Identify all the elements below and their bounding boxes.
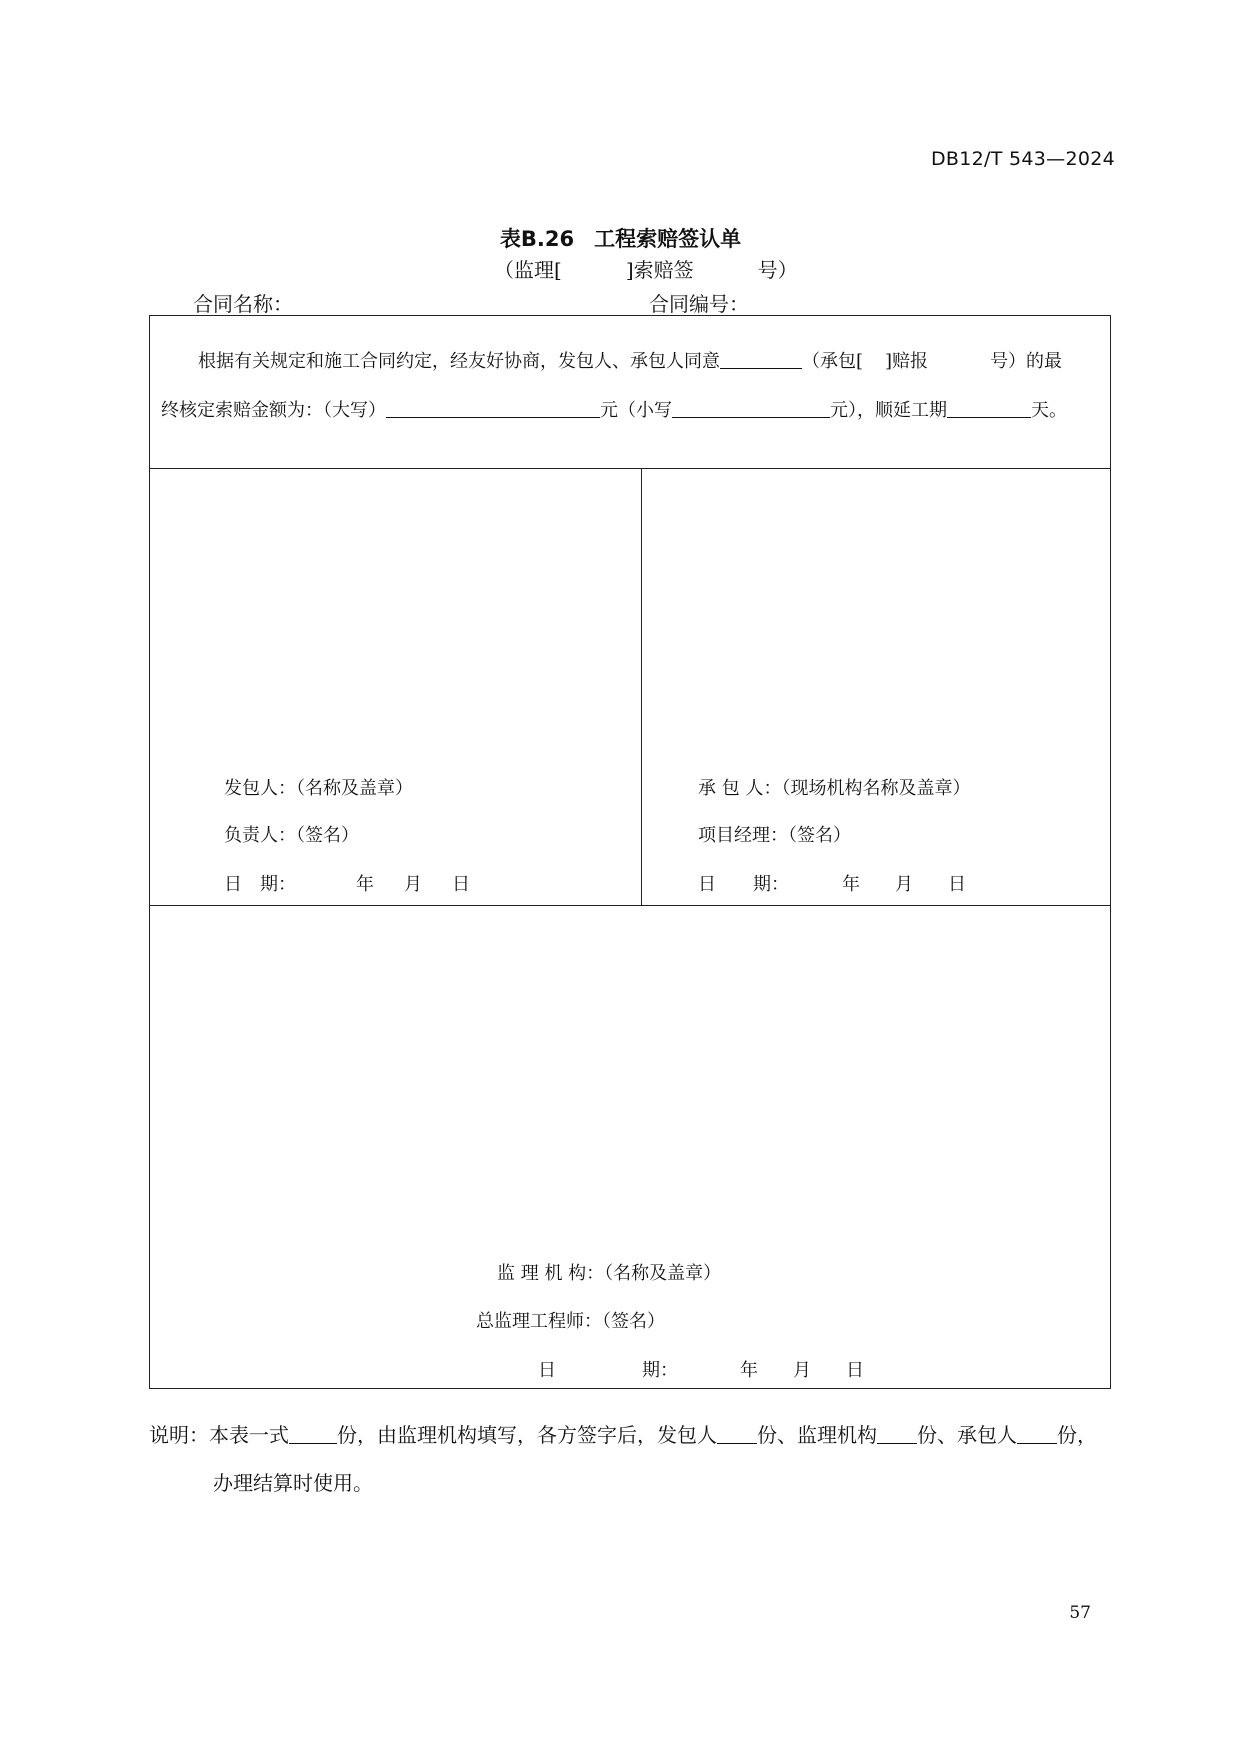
employer-date-label: 日 期： — [224, 874, 296, 895]
column-divider — [641, 468, 642, 905]
supervisor-date-label-a: 日 — [538, 1360, 556, 1381]
employer-month-label: 月 — [404, 874, 422, 895]
copies-total-blank[interactable] — [289, 1425, 337, 1444]
subtitle-close: 号） — [757, 258, 798, 282]
employer-day-label: 日 — [452, 874, 470, 895]
note-line-2: 办理结算时使用。 — [213, 1471, 373, 1495]
subtitle-open: （监理[ — [494, 258, 562, 282]
supervisor-date-label-b: 期： — [642, 1360, 678, 1381]
note-line-1 — [149, 1419, 1097, 1448]
employer-copies-blank[interactable] — [717, 1425, 757, 1444]
agreement-text-7: 元），顺延工期 — [830, 400, 947, 421]
employer-year-label: 年 — [356, 874, 374, 895]
amount-in-words-blank[interactable] — [386, 399, 600, 418]
note-text-4: 份、承包人 — [917, 1423, 1017, 1447]
agreement-text-4: 号）的最 — [990, 351, 1063, 372]
contractor-person-label: 项目经理：（签名） — [698, 825, 851, 846]
contractor-date-label-b: 期： — [753, 874, 789, 895]
form-title-number: 表B.26 — [499, 227, 575, 251]
contractor-copies-blank[interactable] — [1017, 1425, 1057, 1444]
agreement-text-5: 终核定索赔金额为：（大写） — [161, 400, 386, 421]
standard-code: DB12/T 543—2024 — [930, 148, 1115, 170]
agreement-text-6: 元（小写 — [600, 400, 672, 421]
agreement-text-1: 根据有关规定和施工合同约定，经友好协商，发包人、承包人同意 — [198, 351, 720, 372]
supervisor-name-label: 监 理 机 构：（名称及盖章） — [497, 1263, 722, 1284]
page-number: 57 — [1069, 1603, 1091, 1623]
row-divider-1 — [150, 468, 1110, 469]
agreement-text-2: （承包[ — [802, 351, 864, 372]
employer-name-label: 发包人：（名称及盖章） — [224, 778, 413, 799]
row-divider-2 — [150, 905, 1110, 906]
contractor-year-label: 年 — [842, 874, 860, 895]
agreement-line-1 — [198, 347, 1062, 373]
contractor-day-label: 日 — [948, 874, 966, 895]
contractor-name-label: 承 包 人：（现场机构名称及盖章） — [698, 778, 971, 799]
note-text-2: 份，由监理机构填写，各方签字后，发包人 — [337, 1423, 717, 1447]
supervisor-day-label: 日 — [846, 1360, 864, 1381]
note-text-5: 份， — [1057, 1423, 1097, 1447]
form-title — [0, 223, 1241, 253]
supervisor-copies-blank[interactable] — [877, 1425, 917, 1444]
form-subtitle — [494, 254, 798, 283]
contractor-date-row — [698, 870, 966, 896]
employer-person-label: 负责人：（签名） — [224, 825, 359, 846]
amount-in-figures-blank[interactable] — [672, 399, 830, 418]
contractor-date-label-a: 日 — [698, 874, 716, 895]
employer-date-row — [224, 870, 470, 896]
subtitle-middle: ]索赔签 — [625, 258, 694, 282]
claim-form-table — [149, 315, 1111, 1389]
note-text-3: 份、监理机构 — [757, 1423, 877, 1447]
supervisor-month-label: 月 — [793, 1360, 811, 1381]
contractor-month-label: 月 — [895, 874, 913, 895]
extension-days-blank[interactable] — [947, 399, 1031, 418]
supervisor-date-row — [538, 1356, 864, 1382]
agreement-text-8: 天。 — [1031, 400, 1067, 421]
contract-name-label: 合同名称： — [193, 292, 293, 316]
agreement-text-3: ]赔报 — [885, 351, 929, 372]
agreement-line-2 — [161, 396, 1067, 422]
contract-number-label: 合同编号： — [649, 292, 749, 316]
chief-engineer-label: 总监理工程师：（签名） — [476, 1311, 665, 1332]
supervisor-year-label: 年 — [740, 1360, 758, 1381]
form-title-text: 工程索赔签认单 — [594, 227, 742, 251]
agreed-party-blank[interactable] — [720, 350, 802, 369]
note-text-1: 说明：本表一式 — [149, 1423, 289, 1447]
